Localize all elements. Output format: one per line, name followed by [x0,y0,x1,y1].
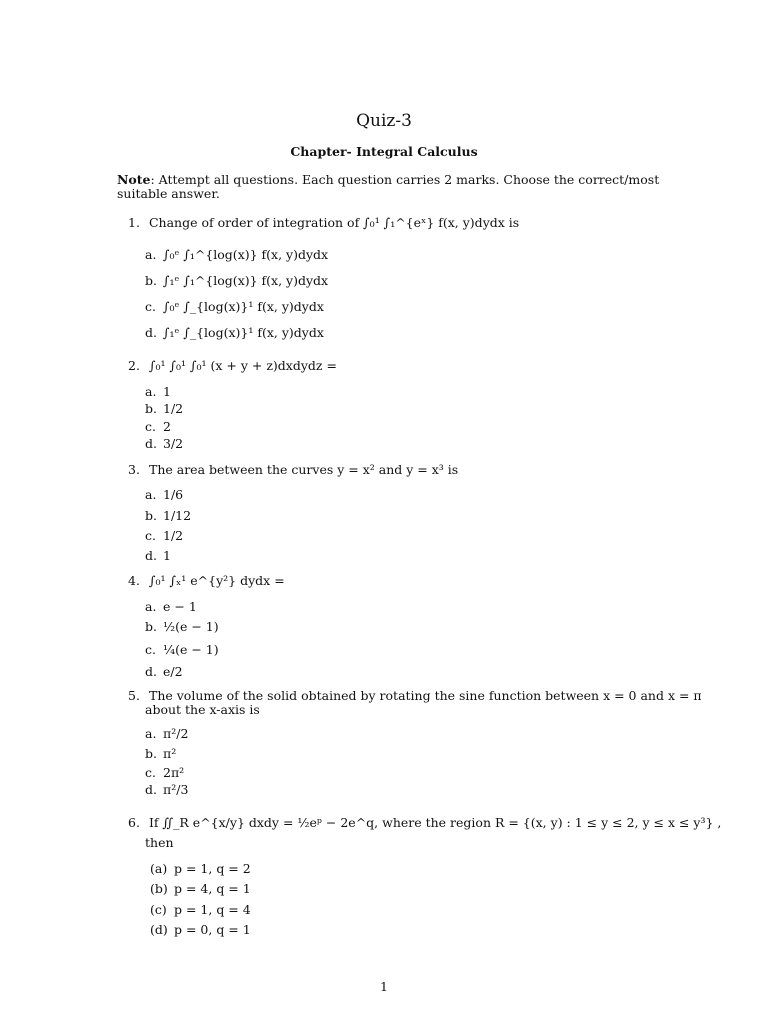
option-text: ∫₀ᵉ ∫₁^{log(x)} f(x, y)dydx [163,247,329,262]
option-text: 1/6 [163,487,184,502]
q2-option-c [145,419,171,435]
option-text: p = 4, q = 1 [174,881,251,896]
question-3 [128,462,458,478]
question-text: ∫₀¹ ∫ₓ¹ e^{y²} dydx = [148,573,285,588]
option-label: d. [145,325,157,340]
option-text: p = 1, q = 4 [174,902,251,917]
option-label: b. [145,508,157,523]
question-6 [128,815,721,831]
q6-option-d [150,922,251,938]
option-text: e/2 [163,664,183,679]
question-2 [128,358,337,374]
q3-option-d [145,548,171,564]
option-text: 2π² [163,765,185,780]
q3-option-a [145,487,183,503]
option-text: 1 [163,384,171,399]
question-number: 4. [128,573,140,588]
option-text: 1/2 [163,401,184,416]
q5-option-d [145,782,188,798]
option-label: (d) [150,922,168,937]
option-label: d. [145,664,157,679]
option-label: a. [145,599,157,614]
option-label: (c) [150,902,167,917]
question-text-line-1: The volume of the solid obtained by rotating the sine function between x = 0 and x = π [148,688,702,703]
option-label: c. [145,642,156,657]
q5-option-b [145,746,176,762]
q1-option-c [145,299,324,315]
option-label: b. [145,746,157,761]
option-text: ∫₀ᵉ ∫_{log(x)}¹ f(x, y)dydx [163,299,324,314]
option-label: (b) [150,881,168,896]
q5-option-c [145,765,184,781]
option-text: e − 1 [163,599,197,614]
q6-option-a [150,861,251,877]
option-label: c. [145,765,156,780]
option-text: ∫₁ᵉ ∫_{log(x)}¹ f(x, y)dydx [163,325,324,340]
option-text: p = 1, q = 2 [174,861,251,876]
option-label: a. [145,247,157,262]
option-label: c. [145,419,156,434]
q6-option-c [150,902,251,918]
question-1 [128,215,519,231]
page-title: Quiz-3 [356,111,412,131]
question-text-line-1: If ∬_R e^{x/y} dxdy = ½eᵖ − 2e^q, where the region R = {(x, y) : 1 ≤ y ≤ 2, y ≤ x ≤ y³} , [148,815,722,830]
question-number: 5. [128,688,140,703]
option-label: (a) [150,861,168,876]
question-text: Change of order of integration of ∫₀¹ ∫₁^{eˣ} f(x, y)dydx is [148,215,520,230]
question-number: 6. [128,815,140,830]
q1-option-d [145,325,324,341]
q1-option-b [145,273,328,289]
option-label: a. [145,384,157,399]
option-text: 1 [163,548,171,563]
question-text: ∫₀¹ ∫₀¹ ∫₀¹ (x + y + z)dxdydz = [148,358,337,373]
option-label: a. [145,726,157,741]
q3-option-c [145,528,183,544]
option-label: a. [145,487,157,502]
question-4 [128,573,285,589]
option-text: π²/2 [163,726,189,741]
question-number: 2. [128,358,140,373]
option-text: ¼(e − 1) [163,642,219,657]
question-text: The area between the curves y = x² and y = x³ is [148,462,459,477]
option-label: d. [145,548,157,563]
question-5-continuation: about the x-axis is [145,702,260,717]
option-label: c. [145,299,156,314]
q4-option-b [145,619,219,635]
note-paragraph [117,173,677,201]
note-text: : Attempt all questions. Each question carries 2 marks. Choose the correct/most suitable answer. [117,172,660,201]
question-6-continuation: then [145,835,174,850]
option-text: 1/2 [163,528,184,543]
q1-option-a [145,247,328,263]
question-number: 3. [128,462,140,477]
q2-option-b [145,401,183,417]
option-label: b. [145,619,157,634]
q2-option-a [145,384,171,400]
option-text: π²/3 [163,782,189,797]
option-text: 1/12 [163,508,192,523]
q4-option-a [145,599,197,615]
option-text: 3/2 [163,436,184,451]
chapter-heading: Chapter- Integral Calculus [290,144,478,159]
note-label: Note [117,172,151,187]
option-text: π² [163,746,177,761]
option-text: p = 0, q = 1 [174,922,251,937]
page-number: 1 [380,979,388,994]
q2-option-d [145,436,183,452]
option-label: c. [145,528,156,543]
option-label: d. [145,782,157,797]
q5-option-a [145,726,188,742]
q4-option-c [145,642,219,658]
q4-option-d [145,664,183,680]
q6-option-b [150,881,251,897]
question-number: 1. [128,215,140,230]
option-text: ∫₁ᵉ ∫₁^{log(x)} f(x, y)dydx [163,273,329,288]
q3-option-b [145,508,191,524]
option-text: ½(e − 1) [163,619,219,634]
option-label: d. [145,436,157,451]
option-label: b. [145,273,157,288]
option-text: 2 [163,419,171,434]
option-label: b. [145,401,157,416]
